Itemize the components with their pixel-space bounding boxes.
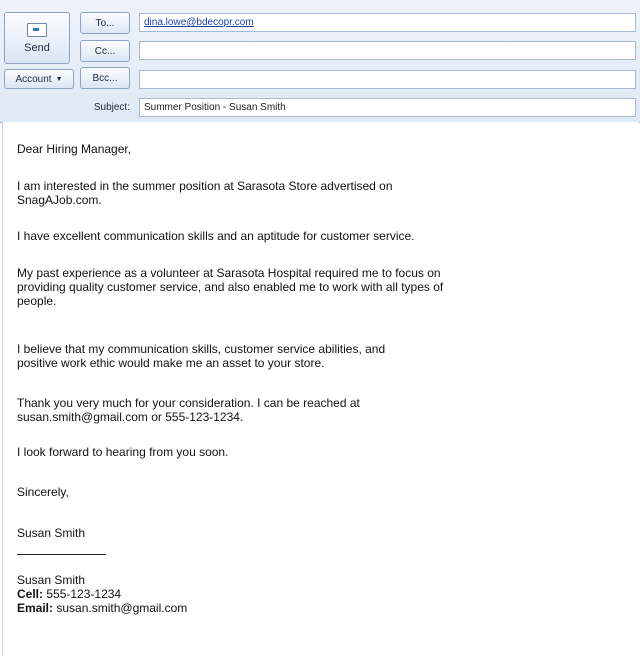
message-body[interactable] xyxy=(2,122,639,656)
paragraph-3-line-3: people. xyxy=(17,294,57,308)
paragraph-6: I look forward to hearing from you soon. xyxy=(17,445,229,459)
bcc-button[interactable]: Bcc... xyxy=(80,67,130,89)
paragraph-5-line-2: susan.smith@gmail.com or 555-123-1234. xyxy=(17,410,244,424)
account-label: Account xyxy=(15,73,52,85)
paragraph-4-line-1: I believe that my communication skills, customer service abilities, and xyxy=(17,342,386,356)
signature-email xyxy=(17,601,187,615)
paragraph-3-line-1: My past experience as a volunteer at Sarasota Hospital required me to focus on xyxy=(17,266,441,280)
closing: Sincerely, xyxy=(17,485,69,499)
subject-field[interactable]: Summer Position - Susan Smith xyxy=(139,98,636,117)
chevron-down-icon: ▼ xyxy=(55,75,63,83)
paragraph-4-line-2: positive work ethic would make me an asset to your store. xyxy=(17,356,325,370)
paragraph-2: I have excellent communication skills and an aptitude for customer service. xyxy=(17,229,415,243)
paragraph-3-line-2: providing quality customer service, and also enabled me to work with all types of xyxy=(17,280,444,294)
cc-button[interactable]: Cc... xyxy=(80,40,130,62)
signature-cell xyxy=(17,587,121,601)
email-label: Email: xyxy=(17,601,54,615)
greeting: Dear Hiring Manager, xyxy=(17,142,132,156)
cell-label: Cell: xyxy=(17,587,44,601)
signature-name: Susan Smith xyxy=(17,573,86,587)
email-value: susan.smith@gmail.com xyxy=(56,601,188,615)
signature: Susan Smith xyxy=(17,526,86,540)
subject-label: Subject: xyxy=(93,102,130,113)
cc-field[interactable] xyxy=(139,41,636,60)
paragraph-5-line-1: Thank you very much for your consideration. I can be reached at xyxy=(17,396,360,410)
bcc-field[interactable] xyxy=(139,70,636,89)
cell-value: 555-123-1234 xyxy=(46,587,122,601)
account-button[interactable] xyxy=(4,69,74,89)
to-recipient[interactable]: dina.lowe@bdecopr.com xyxy=(144,17,254,28)
send-button[interactable] xyxy=(4,12,70,64)
compose-header xyxy=(0,0,640,123)
signature-divider xyxy=(17,554,106,555)
to-field[interactable] xyxy=(139,13,636,32)
send-label: Send xyxy=(24,41,50,54)
paragraph-1-line-1: I am interested in the summer position at Sarasota Store advertised on xyxy=(17,179,393,193)
send-icon xyxy=(27,23,47,37)
to-button[interactable]: To... xyxy=(80,12,130,34)
paragraph-1-line-2: SnagAJob.com. xyxy=(17,193,102,207)
